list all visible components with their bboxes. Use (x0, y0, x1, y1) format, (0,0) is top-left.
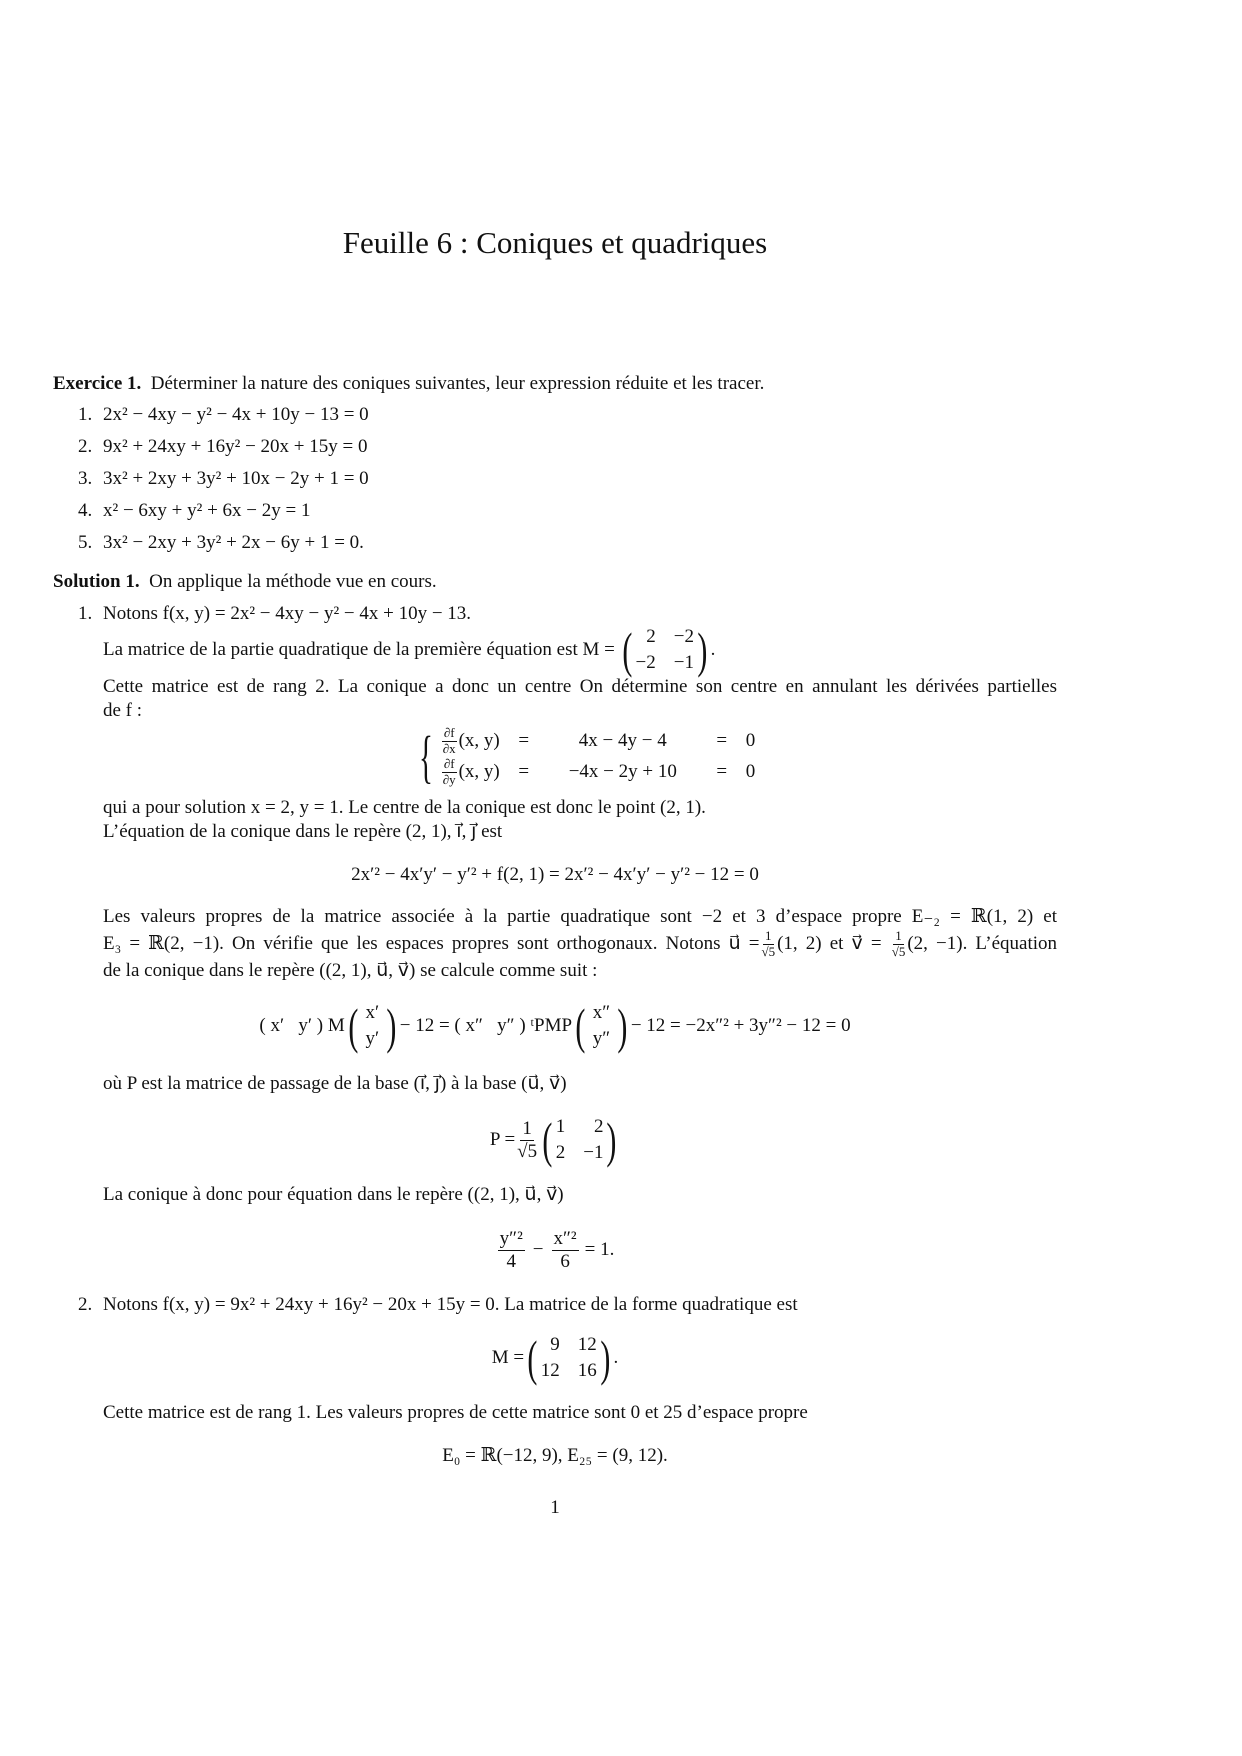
matrix-cells (636, 625, 694, 675)
frac-num: 1 (765, 928, 772, 944)
conic-text: La conique à donc pour équation dans le repère ((2, 1), u⃗, v⃗) (103, 1184, 564, 1205)
frac-den: 6 (560, 1250, 570, 1272)
vector-cell: y″ (592, 1028, 611, 1049)
frac-num: 1 (895, 928, 902, 944)
right-paren: ) (606, 1112, 617, 1168)
matrix-M2 (524, 1330, 613, 1386)
part1-notons: Notons f(x, y) = 2x² − 4xy − y² − 4x + 10y − 13. (103, 603, 472, 624)
solution-text: On applique la méthode vue en cours. (149, 571, 437, 592)
reduced-equation (53, 1224, 1057, 1276)
eq-part: ( x′ y′ ) M (259, 1015, 345, 1036)
equals: = (716, 730, 728, 752)
matrix-cell: 2 (555, 1142, 566, 1163)
matrix-cell: 16 (577, 1360, 597, 1381)
right-paren: ) (386, 998, 397, 1054)
system-expr: −4x − 2y + 10 (568, 761, 677, 783)
matrix-P-line (53, 1112, 1057, 1168)
system-lhs (440, 757, 500, 788)
matrix-P (539, 1112, 620, 1168)
frac-den: √5 (761, 944, 776, 960)
M-label: M = (491, 1347, 525, 1368)
matrix-cell: 2 (593, 1116, 604, 1137)
conic-equation: 3x² − 2xy + 3y² + 2x − 6y + 1 = 0. (103, 532, 364, 553)
part2-rank-text: Cette matrice est de rang 1. Les valeurs propres de cette matrice sont 0 et 25 d’espace propre (103, 1402, 808, 1423)
item-number: 1. (78, 603, 93, 624)
frame-text: L’équation de la conique dans le repère (2, 1), i⃗, j⃗ est (103, 821, 503, 842)
eigen-text: (1, 2) et v⃗ = (777, 933, 882, 954)
left-paren: ( (622, 622, 633, 678)
matrix-cell: −1 (583, 1142, 604, 1163)
item-number: 4. (78, 500, 93, 521)
conic-equation: 3x² + 2xy + 3y² + 10x − 2y + 1 = 0 (103, 468, 369, 489)
part2-matrix-line (53, 1332, 1057, 1384)
page-number: 1 (550, 1497, 560, 1518)
left-paren: ( (575, 998, 586, 1054)
matrix-cell: −1 (673, 652, 694, 673)
eq-part: − 12 = ( x″ y″ ) ᵗPMP (399, 1015, 573, 1036)
matrix-cell: 2 (646, 626, 656, 647)
frac-num: x″² (553, 1227, 577, 1249)
solution-label: Solution 1. (53, 571, 140, 592)
item-number: 2. (78, 1294, 93, 1315)
system-expr: 4x − 4y − 4 (578, 730, 667, 752)
solution-text: qui a pour solution x = 2, y = 1. Le centre de la conique est donc le point (2, 1). (103, 797, 706, 818)
left-paren: ( (348, 998, 359, 1054)
matrix-cell: 12 (540, 1360, 560, 1381)
fraction (761, 929, 775, 960)
solution-header (53, 571, 437, 593)
eq-end: = 1. (584, 1239, 615, 1260)
fraction (498, 1228, 525, 1273)
vector-cell: x″ (592, 1002, 611, 1023)
vector-cell: x′ (365, 1002, 380, 1023)
column-vector (572, 1000, 631, 1052)
right-paren: ) (600, 1330, 611, 1386)
equals: = (518, 761, 530, 783)
page-title: Feuille 6 : Coniques et quadriques (342, 225, 768, 260)
matrix-M (619, 622, 711, 678)
exercise-text: Déterminer la nature des coniques suivantes, leur expression réduite et les tracer. (150, 373, 765, 394)
matrix-cell: −2 (635, 652, 656, 673)
exercise-statement (53, 373, 764, 395)
partial-fraction (442, 757, 457, 788)
matrix-end: . (613, 1347, 619, 1368)
fraction (892, 929, 906, 960)
conic-equation: 2x² − 4xy − y² − 4x + 10y − 13 = 0 (103, 404, 369, 425)
eigen-line-1: Les valeurs propres de la matrice associée à la partie quadratique sont −2 et 3 d’espace propre E₋₂ = ℝ(1, 2) et (103, 906, 1057, 927)
right-paren: ) (697, 622, 708, 678)
derivative-system (412, 723, 756, 789)
args: (x, y) (458, 760, 500, 782)
conic-equation: x² − 6xy + y² + 6x − 2y = 1 (103, 500, 311, 521)
minus: − (532, 1239, 544, 1260)
matrix-equation (53, 998, 1057, 1054)
frac-num: 1 (522, 1117, 532, 1139)
rank-line-2: de f : (103, 700, 143, 721)
eq-part: − 12 = −2x″² + 3y″² − 12 = 0 (630, 1015, 851, 1036)
system-rhs: 0 (745, 730, 756, 752)
conic-equation: 9x² + 24xy + 16y² − 20x + 15y = 0 (103, 436, 368, 457)
frac-den: 4 (506, 1250, 516, 1272)
fraction (517, 1118, 537, 1163)
eigen-line-2 (103, 928, 1057, 960)
matrix-intro: La matrice de la partie quadratique de la première équation est M = (103, 639, 615, 660)
column-vector (345, 1000, 400, 1052)
args: (x, y) (458, 729, 500, 751)
frac-num: y″² (499, 1227, 523, 1249)
frac-den: ∂x (442, 740, 456, 756)
rank-line-1: Cette matrice est de rang 2. La conique a donc un centre On détermine son centre en annulant les dérivées partielles (103, 676, 1057, 697)
left-paren: ( (542, 1112, 553, 1168)
vector-cell: y′ (365, 1028, 380, 1049)
frac-den: √5 (517, 1140, 538, 1162)
eigen-text: E₃ = ℝ(2, −1). On vérifie que les espaces propres sont orthogonaux. Notons u⃗ = (103, 933, 760, 954)
left-brace: { (418, 723, 433, 789)
matrix-cell: −2 (673, 626, 694, 647)
eigen-line-3: de la conique dans le repère ((2, 1), u⃗, v⃗) se calcule comme suit : (103, 960, 598, 981)
left-paren: ( (527, 1330, 538, 1386)
right-paren: ) (617, 998, 628, 1054)
part1-matrix-line (103, 624, 715, 676)
equals: = (716, 761, 728, 783)
item-number: 2. (78, 436, 93, 457)
item-number: 3. (78, 468, 93, 489)
system-rhs: 0 (745, 761, 756, 783)
frac-num: ∂f (443, 725, 455, 740)
frac-den: ∂y (442, 771, 456, 787)
matrix-cell: 12 (577, 1334, 597, 1355)
matrix-end: . (710, 639, 716, 660)
matrix-cell: 1 (555, 1116, 566, 1137)
part2-eigenspaces: E₀ = ℝ(−12, 9), E₂₅ = (9, 12). (442, 1445, 668, 1466)
fraction (552, 1228, 579, 1273)
frac-num: ∂f (443, 755, 455, 771)
exercise-label: Exercice 1. (53, 373, 142, 394)
item-number: 5. (78, 532, 93, 553)
passage-text: où P est la matrice de passage de la base (i⃗, j⃗) à la base (u⃗, v⃗) (103, 1073, 567, 1094)
matrix-cell: 9 (550, 1334, 560, 1355)
translated-equation: 2x′² − 4x′y′ − y′² + f(2, 1) = 2x′² − 4x′y′ − y′² − 12 = 0 (351, 864, 759, 885)
P-label: P = (489, 1129, 516, 1150)
eigen-text: (2, −1). L’équation (907, 933, 1058, 954)
partial-fraction (442, 726, 457, 757)
equals: = (518, 730, 530, 752)
system-lhs (440, 726, 500, 757)
part2-notons: Notons f(x, y) = 9x² + 24xy + 16y² − 20x + 15y = 0. La matrice de la forme quadratique est (103, 1294, 798, 1315)
frac-den: √5 (891, 944, 906, 960)
system-rows (440, 726, 755, 788)
item-number: 1. (78, 404, 93, 425)
